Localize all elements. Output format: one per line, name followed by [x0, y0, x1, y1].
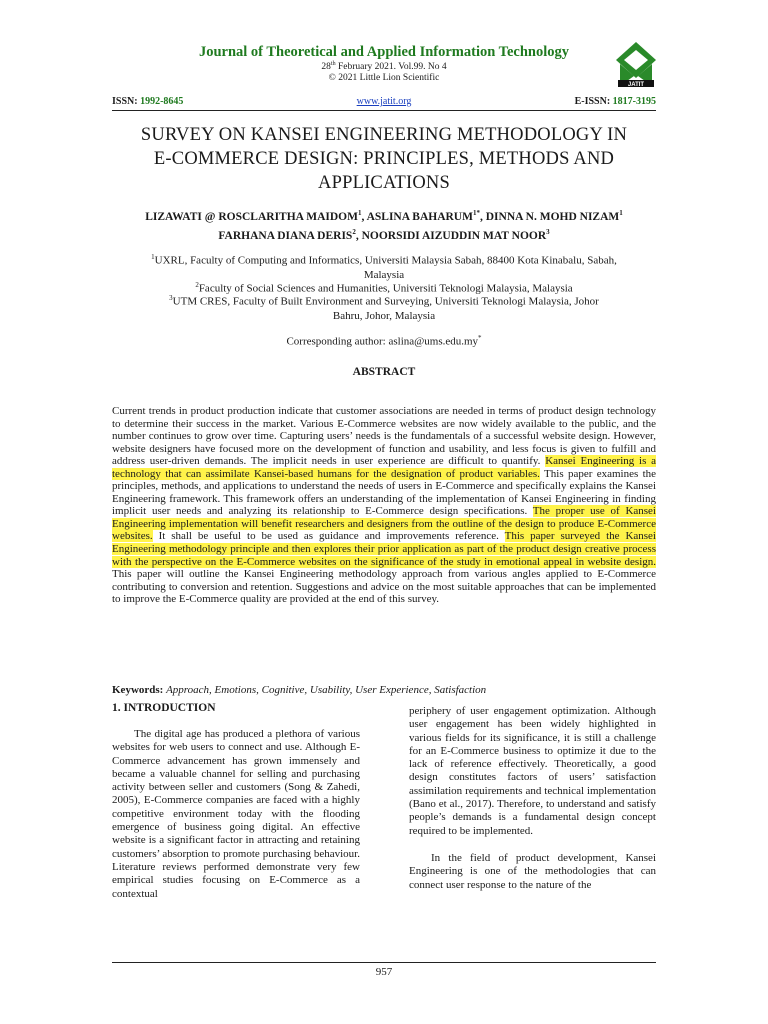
page-number: 957 [375, 966, 393, 978]
copyright-line: © 2021 Little Lion Scientific [328, 73, 440, 83]
abstract-heading: ABSTRACT [352, 366, 416, 378]
issue-volume: February 2021. Vol.99. No 4 [335, 62, 447, 73]
affiliation-3-line-1 [112, 291, 656, 309]
affiliation-text: UTM CRES, Faculty of Built Environment and Surveying, Universiti Teknologi Malaysia, Johor [172, 295, 599, 308]
author-name: , ASLINA BAHARUM [361, 210, 473, 223]
corresponding-text: Corresponding author: aslina@ums.edu.my [286, 335, 479, 348]
keywords-label: Keywords: [112, 684, 167, 696]
affiliation-sup: 3 [169, 294, 173, 302]
issn-label: ISSN: [112, 96, 141, 107]
highlighted-text: The proper use of Kansei Engineering implementation will benefit researchers and designers from the outline of the design to produce E-Commerce websites. [112, 505, 656, 543]
left-column [112, 728, 360, 901]
author-name: FARHANA DIANA DERIS [218, 229, 353, 242]
body-paragraph: periphery of user engagement optimization. Although user engagement has been widely highlighted in various fields for its significance, it is still a challenge for an E-Commerce business to optimize it due to the lack of reference effectively. Theoretically, a good design constitutes factors of users’ satisfaction assimilation requirements and technical implementation (Bano et al., 2017). Therefore, to understand and satisfy people’s demands is a fundamental design concept required to be implemented. [409, 705, 656, 837]
abstract-paragraph [112, 405, 656, 606]
corresponding-author [112, 334, 656, 348]
affiliation-3 [112, 291, 656, 323]
affiliation-3-line-2: Bahru, Johor, Malaysia [332, 309, 436, 322]
affiliation-text: UXRL, Faculty of Computing and Informatics, Universiti Malaysia Sabah, 88400 Kota Kinabalu, Sabah, [154, 254, 617, 267]
affiliation-sup: 2 [195, 281, 199, 289]
issn-number: 1992-8645 [140, 96, 184, 107]
keywords [112, 684, 656, 696]
affiliation-1 [112, 250, 656, 282]
authors-line-2 [112, 225, 656, 244]
author-sup: 3 [546, 227, 550, 236]
header-divider [112, 110, 656, 111]
abstract-text: It shall be useful to be used as guidance and improvements reference. [152, 530, 505, 543]
logo-text: JATIT [627, 82, 645, 88]
body-paragraph: The digital age has produced a plethora of various websites for web users to connect and use. Although E-Commerce advancement has grown immensely and became a valuable channel for selling and purchasing activity between seller and customers (Song & Zahedi, 2005), E-Commerce companies are faced with a highly competitive environment today with the flooding emergence of business going digital. An effective website is a significant factor in attracting and retaining customers’ absorption to promote purchasing behaviour. Literature reviews performed demonstrate very few empirical studies focusing on E-Commerce as a contextual [112, 728, 360, 900]
author-sup: 2 [352, 227, 356, 236]
title-line-3: APPLICATIONS [318, 173, 450, 193]
abstract-text: This paper examines the principles, methods, and applications to understand the needs of users in E-Commerce and specifically explains the Kansei Engineering framework. This framework offers an understanding of the implementation of Kansei Engineering in finding implicit user needs and analyzing its relationship to E-Commerce design specifications. [112, 467, 657, 518]
right-column [409, 705, 656, 892]
abstract-text: This paper will outline the Kansei Engineering methodology approach from various angles applied to E-Commerce contributing to conversion and retention. Suggestions and advice on the most suitable approaches that can be implemented to improve the E-Commerce quality are provided at the end of this survey. [112, 568, 656, 606]
affiliation-sup: 1 [151, 253, 155, 261]
affiliation-text: Faculty of Social Sciences and Humanities, Universiti Teknologi Malaysia, Malaysia [198, 282, 573, 295]
keywords-list: Approach, Emotions, Cognitive, Usability, User Experience, Satisfaction [166, 684, 487, 696]
author-name: LIZAWATI @ ROSCLARITHA MAIDOM [145, 210, 358, 223]
abstract-body [112, 405, 656, 606]
journal-title: Journal of Theoretical and Applied Information Technology [198, 44, 570, 60]
abstract-text: Current trends in product production indicate that customer associations are needed in terms of product design technology to determine their success in the market. Various E-Commerce websites are now widely available to the public, and the number continues to grow over time. Capturing users’ needs is the fundamentals of a successful website design. However, website designers have focused more on the development of function and usability, and less focus is given to fulfill and address user-driven demands. The implicit needs in user experience are difficult to quantify. [112, 405, 656, 468]
highlighted-text: This paper surveyed the Kansei Engineering methodology principle and then explores their prior application as part of the product design creative process with the perspective on the E-Commerce websites on the significance of the study in emotional appeal in website design. [112, 530, 656, 568]
author-name: , DINNA N. MOHD NIZAM [479, 210, 620, 223]
authors-line-1 [112, 206, 656, 225]
body-paragraph: In the field of product development, Kansei Engineering is one of the methodologies that can connect user response to the nature of the [409, 851, 656, 891]
issue-day: 28 [321, 62, 331, 73]
author-name: , NOORSIDI AIZUDDIN MAT NOOR [355, 229, 547, 242]
title-line-2: E-COMMERCE DESIGN: PRINCIPLES, METHODS AND [153, 149, 615, 169]
author-sup: 1 [357, 209, 362, 217]
section-heading-introduction: 1. INTRODUCTION [112, 702, 216, 714]
issue-day-suffix: th [330, 61, 336, 67]
eissn-number: 1817-3195 [612, 96, 656, 107]
eissn [575, 96, 656, 107]
footer-divider [112, 962, 656, 963]
corresponding-sup: * [478, 334, 482, 342]
highlighted-text: Kansei Engineering is a technology that can assimilate Kansei-based humans for the designation of product variables. [112, 455, 656, 480]
authors [112, 206, 656, 244]
title-line-1: SURVEY ON KANSEI ENGINEERING METHODOLOGY IN [140, 125, 628, 145]
paper-title [112, 123, 656, 195]
jatit-logo [614, 40, 658, 88]
author-sup: 1 [619, 209, 623, 217]
website-link[interactable]: www.jatit.org [356, 96, 412, 107]
affiliation-1-line-2: Malaysia [363, 268, 405, 281]
affiliation-1-line-1 [112, 250, 656, 268]
eissn-label: E-ISSN: [574, 96, 613, 107]
author-sup: 1* [472, 209, 480, 217]
